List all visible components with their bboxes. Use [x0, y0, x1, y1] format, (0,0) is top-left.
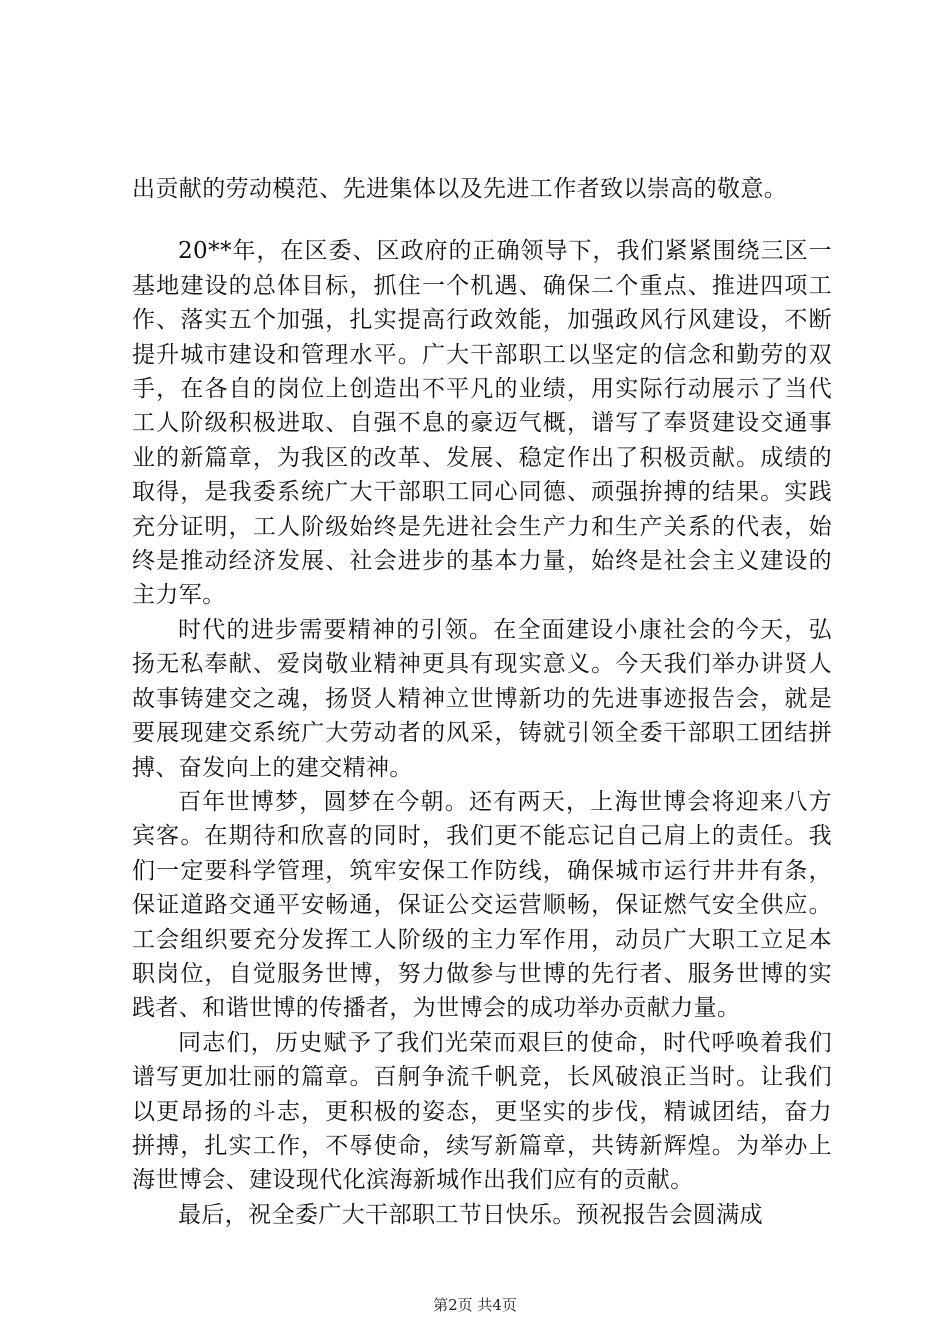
paragraph-2: 时代的进步需要精神的引领。在全面建设小康社会的今天，弘扬无私奉献、爱岗敬业精神更具有现实意义。今天我们举办讲贤人故事铸建交之魂，扬贤人精神立世博新功的先进事迹报告会，就是要展现建交系统广大劳动者的风采，铸就引领全委干部职工团结拼搏、奋发向上的建交精神。	[132, 616, 832, 781]
page-number-footer: 第2页 共4页	[433, 1296, 517, 1314]
paragraph-1: 20**年，在区委、区政府的正确领导下，我们紧紧围绕三区一基地建设的总体目标，抓住一个机遇、确保二个重点、推进四项工作、落实五个加强，扎实提高行政效能，加强政风行风建设，不断提升城市建设和管理水平。广大干部职工以坚定的信念和勤劳的双手，在各自的岗位上创造出不平凡的业绩，用实际行动展示了当代工人阶级积极进取、自强不息的豪迈气概，谱写了奉贤建设交通事业的新篇章，为我区的改革、发展、稳定作出了积极贡献。成绩的取得，是我委系统广大干部职工同心同德、顽强拚搏的结果。实践充分证明，工人阶级始终是先进社会生产力和生产关系的代表，始终是推动经济发展、社会进步的基本力量，始终是社会主义建设的主力军。	[132, 238, 832, 609]
paragraph-gap	[132, 206, 832, 234]
paragraph-4: 同志们，历史赋予了我们光荣而艰巨的使命，时代呼唤着我们谱写更加壮丽的篇章。百舸争流千帆竞，长风破浪正当时。让我们以更昂扬的斗志，更积极的姿态，更坚实的步伐，精诚团结，奋力拼搏，扎实工作，不辱使命，续写新篇章，共铸新辉煌。为举办上海世博会、建设现代化滨海新城作出我们应有的贡献。	[132, 1029, 832, 1194]
paragraph-3: 百年世博梦，圆梦在今朝。还有两天，上海世博会将迎来八方宾客。在期待和欣喜的同时，我们更不能忘记自己肩上的责任。我们一定要科学管理，筑牢安保工作防线，确保城市运行井井有条，保证道路交通平安畅通，保证公交运营顺畅，保证燃气安全供应。工会组织要充分发挥工人阶级的主力军作用，动员广大职工立足本职岗位，自觉服务世博，努力做参与世博的先行者、服务世博的实践者、和谐世博的传播者，为世博会的成功举办贡献力量。	[132, 788, 832, 1022]
document-body	[132, 172, 832, 1232]
paragraph-5: 最后，祝全委广大干部职工节日快乐。预祝报告会圆满成	[178, 1201, 763, 1228]
lead-line: 出贡献的劳动模范、先进集体以及先进工作者致以崇高的敬意。	[132, 176, 788, 202]
